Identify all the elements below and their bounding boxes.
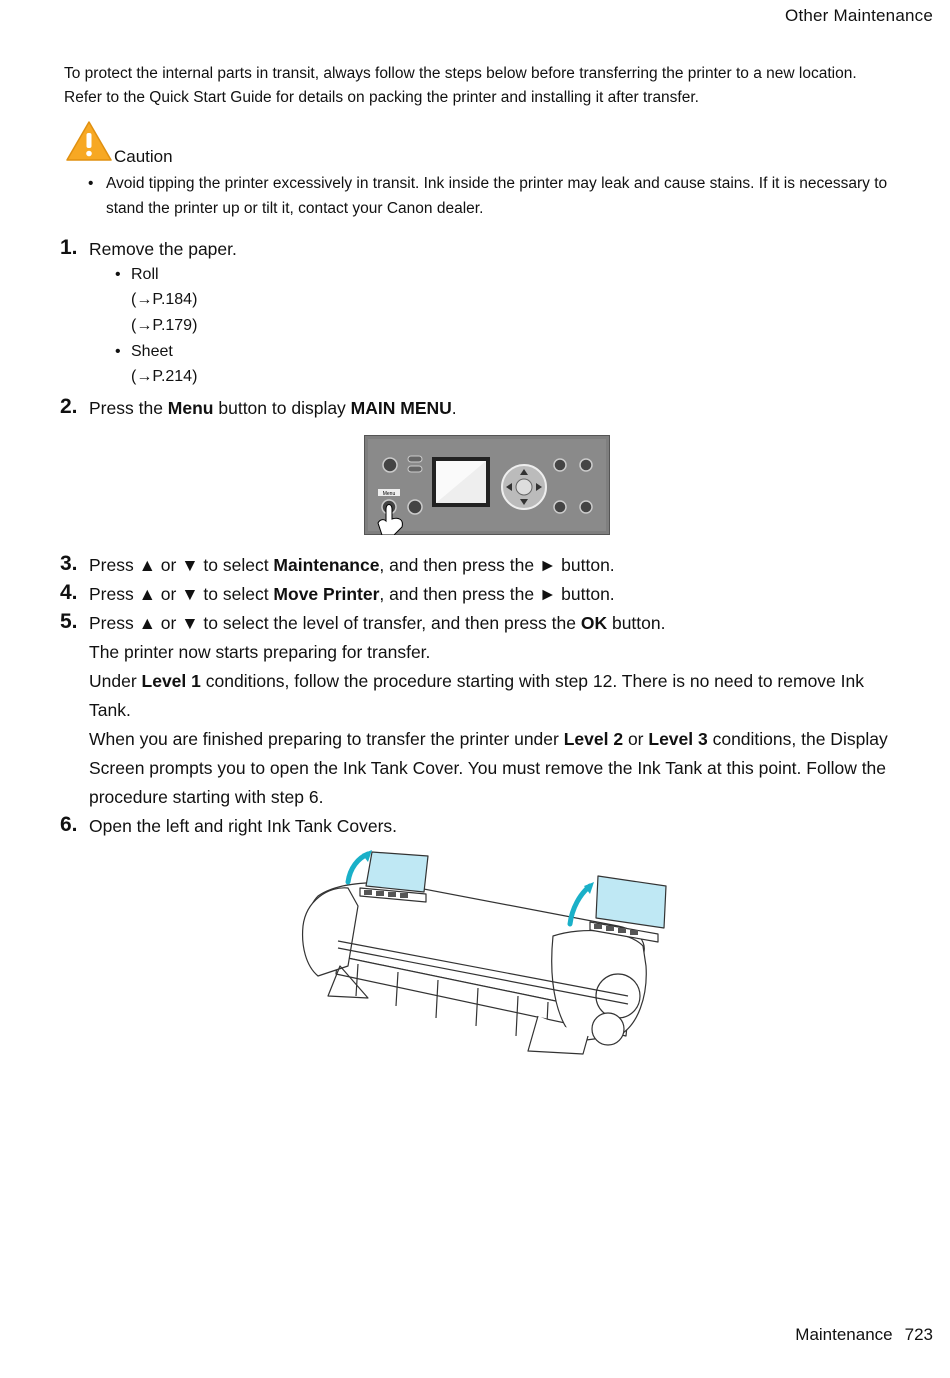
step-number: 3.: [60, 552, 78, 575]
caution-title: Caution: [114, 147, 173, 166]
step-text: Press ▲ or ▼ to select Move Printer, and then press the ► button.: [89, 584, 615, 604]
step-number: 6.: [60, 813, 78, 836]
page-reference-link[interactable]: (→P.184): [131, 291, 198, 308]
bullet: •: [115, 343, 121, 360]
step-number: 5.: [60, 610, 78, 633]
step-text: Press ▲ or ▼ to select Maintenance, and then press the ► button.: [89, 555, 615, 575]
step-text: Open the left and right Ink Tank Covers.: [89, 816, 398, 836]
step-paragraph: Under Level 1 conditions, follow the procedure starting with step 12. There is no need to remove Ink Tank.: [89, 671, 864, 720]
page-footer: [783, 1325, 933, 1345]
step-text: Press ▲ or ▼ to select the level of transfer, and then press the OK button.: [89, 613, 666, 633]
caution-item: [88, 172, 888, 221]
bullet: •: [88, 175, 94, 192]
operation-panel-illustration: [364, 435, 610, 535]
step-number: 1.: [60, 236, 78, 259]
page-reference-link[interactable]: (→P.214): [131, 368, 198, 385]
step-number: 2.: [60, 395, 78, 418]
caution-text: Avoid tipping the printer excessively in transit. Ink inside the printer may leak and cause stains. If it is necessary to stand the printer up or tilt it, contact your Canon dealer.: [106, 175, 888, 217]
step-paragraph: When you are finished preparing to transfer the printer under Level 2 or Level 3 conditions, the Display Screen prompts you to open the Ink Tank Cover. You must remove the Ink Tank at this point. Follow the procedure starting with step 6.: [89, 729, 888, 807]
step-text: Press the Menu button to display MAIN MENU.: [89, 398, 457, 418]
page-reference-link[interactable]: (→P.179): [131, 317, 198, 334]
intro-paragraph: To protect the internal parts in transit, always follow the steps below before transferring the printer to a new location. Refer to the Quick Start Guide for details on packing the printer and installing it after transfer.: [64, 65, 857, 106]
page-number: 723: [904, 1325, 933, 1344]
printer-ink-tank-covers-illustration: [298, 846, 678, 1058]
warning-triangle-icon: [66, 120, 112, 162]
bullet: •: [115, 266, 121, 283]
footer-chapter: Maintenance: [795, 1325, 893, 1344]
sub-item-label: Roll: [131, 266, 159, 283]
step-paragraph: The printer now starts preparing for transfer.: [89, 642, 431, 662]
menu-label: Menu: [382, 491, 396, 497]
step-number: 4.: [60, 581, 78, 604]
sub-item-label: Sheet: [131, 343, 173, 360]
step-text: Remove the paper.: [89, 239, 237, 259]
running-header: Other Maintenance: [785, 6, 933, 25]
